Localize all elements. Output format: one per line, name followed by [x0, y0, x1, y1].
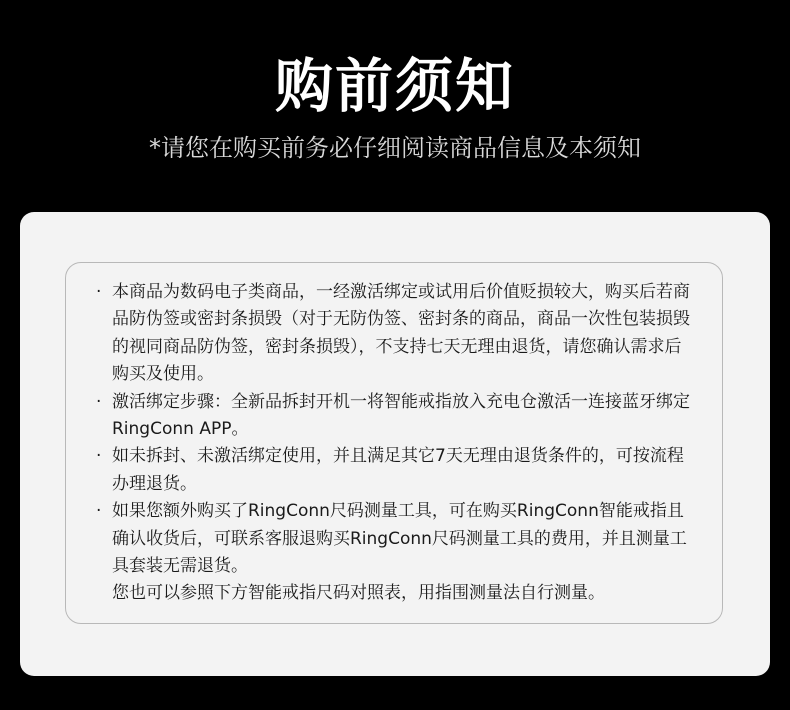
- notice-item: [96, 443, 696, 498]
- notice-item: [96, 279, 696, 389]
- notice-item-text: 本商品为数码电子类商品，一经激活绑定或试用后价值贬损较大，购买后若商品防伪签或密封条损毁（对于无防伪签、密封条的商品，商品一次性包装损毁的视同商品防伪签，密封条损毁），不支持七天无理由退货，请您确认需求后购买及使用。: [112, 282, 690, 385]
- page-subtitle: *请您在购买前务必仔细阅读商品信息及本须知: [149, 134, 641, 162]
- notice-item-text: 如果您额外购买了RingConn尺码测量工具，可在购买RingConn智能戒指且确认收货后，可联系客服退购买RingConn尺码测量工具的费用，并且测量工具套装无需退货。: [112, 501, 687, 577]
- notice-item-text: 如未拆封、未激活绑定使用，并且满足其它7天无理由退货条件的，可按流程办理退货。: [112, 446, 684, 494]
- notice-item: [96, 498, 696, 580]
- bullet-icon: ·: [96, 501, 102, 522]
- notice-item-text: 激活绑定步骤：全新品拆封开机一将智能戒指放入充电仓激活一连接蓝牙绑定RingConn APP。: [112, 391, 690, 440]
- notice-list: [96, 279, 696, 608]
- bullet-icon: ·: [96, 391, 102, 412]
- notice-item-text: 您也可以参照下方智能戒指尺码对照表，用指围测量法自行测量。: [112, 583, 605, 604]
- notice-item: [96, 580, 696, 607]
- notice-item: [96, 389, 696, 444]
- bullet-icon: ·: [96, 446, 102, 467]
- notice-box: [65, 262, 723, 624]
- bullet-icon: ·: [96, 282, 102, 302]
- page-title: 购前须知: [274, 52, 515, 120]
- notice-card: [20, 212, 770, 676]
